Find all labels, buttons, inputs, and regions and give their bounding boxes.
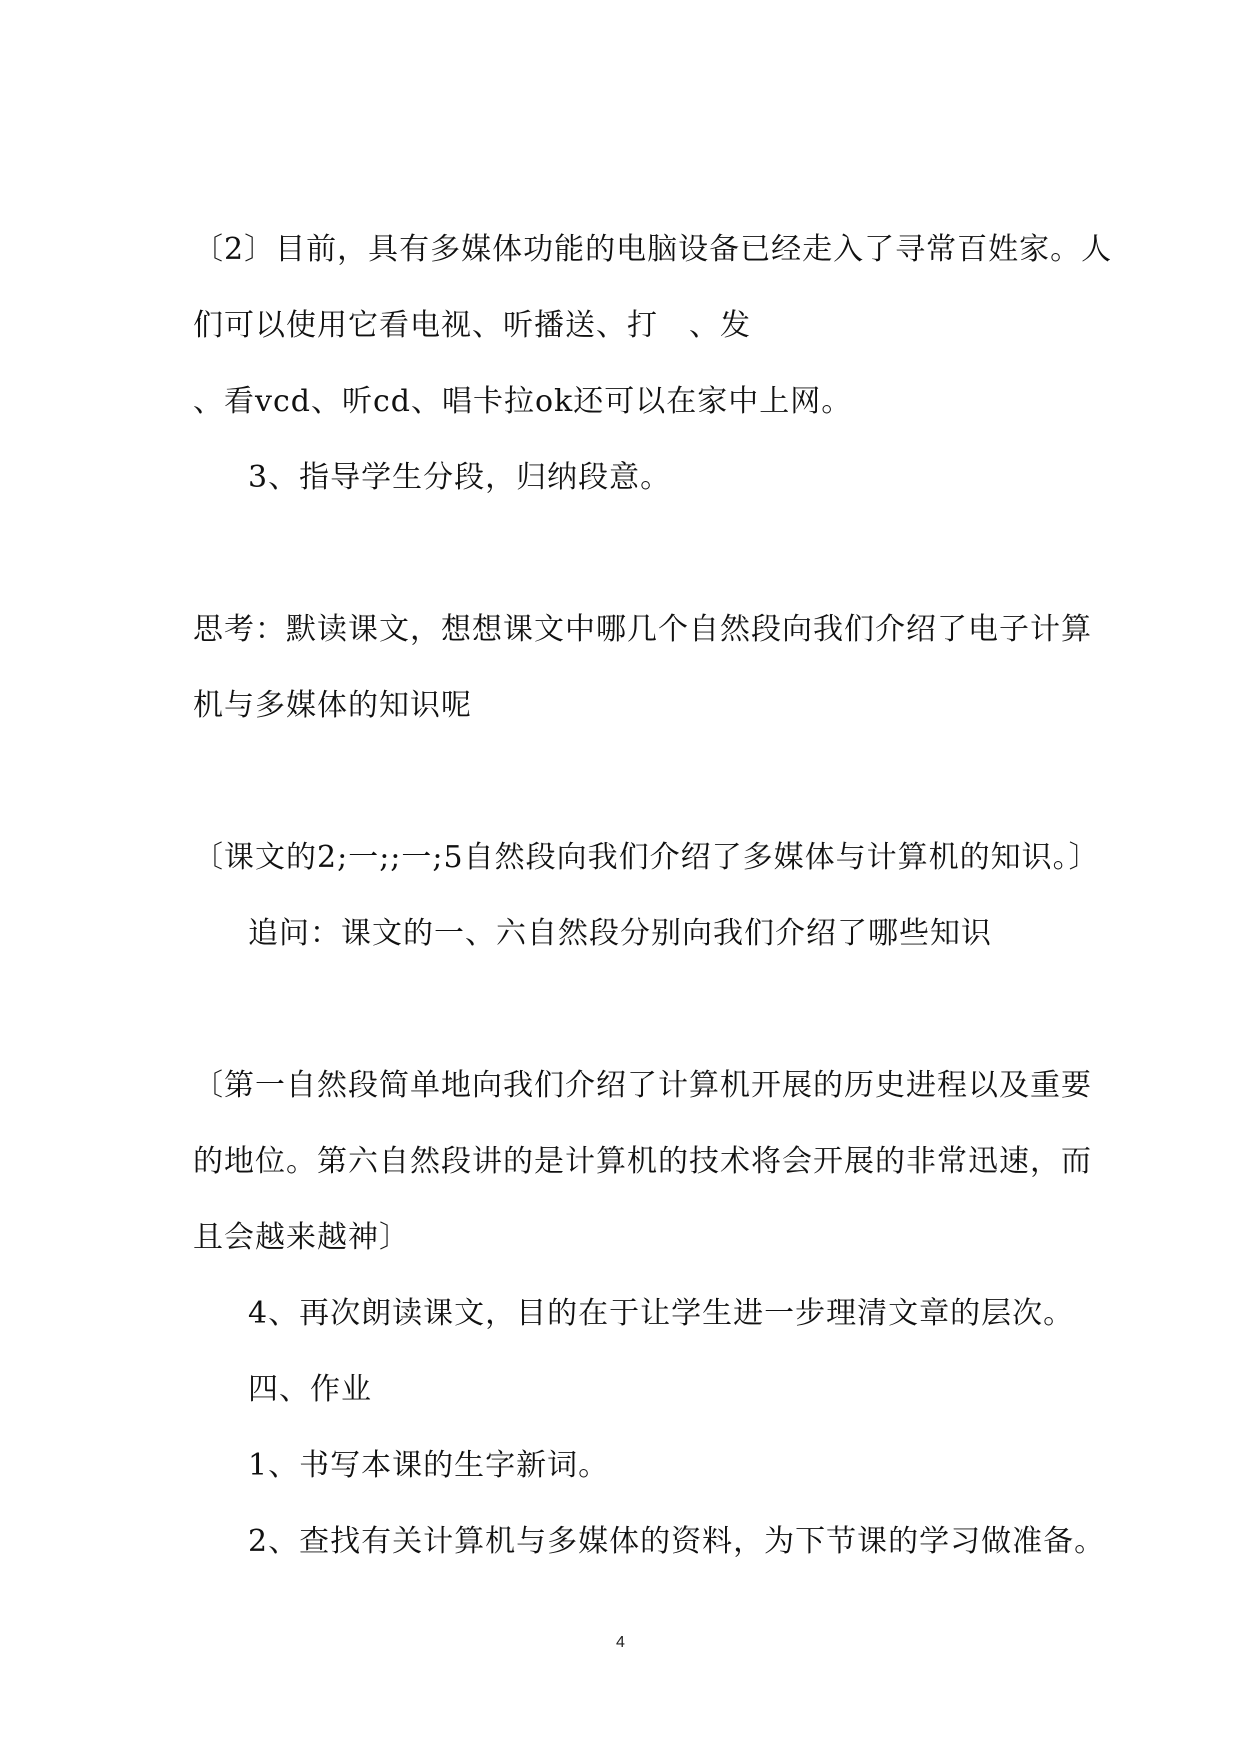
paragraph-line: 〔2〕目前，具有多媒体功能的电脑设备已经走入了寻常百姓家。人 — [193, 232, 1113, 267]
paragraph-line: 〔第一自然段简单地向我们介绍了计算机开展的历史进程以及重要 — [193, 1068, 1092, 1103]
paragraph-line: 们可以使用它看电视、听播送、打 、发 — [193, 308, 751, 343]
paragraph-line: 4、再次朗读课文，目的在于让学生进一步理清文章的层次。 — [248, 1296, 1075, 1331]
paragraph-line: 2、查找有关计算机与多媒体的资料，为下节课的学习做准备。 — [248, 1524, 1106, 1559]
paragraph-line: 的地位。第六自然段讲的是计算机的技术将会开展的非常迅速，而 — [193, 1144, 1092, 1179]
section-heading: 四、作业 — [248, 1372, 372, 1407]
paragraph-line: 〔课文的2;一;;一;5自然段向我们介绍了多媒体与计算机的知识。〕 — [193, 840, 1100, 875]
paragraph-line: 思考：默读课文，想想课文中哪几个自然段向我们介绍了电子计算 — [193, 612, 1092, 647]
paragraph-line: 追问：课文的一、六自然段分别向我们介绍了哪些知识 — [248, 916, 992, 951]
page-number: 4 — [616, 1634, 625, 1651]
paragraph-line: 3、指导学生分段，归纳段意。 — [248, 460, 672, 495]
paragraph-line: 机与多媒体的知识呢 — [193, 688, 472, 723]
paragraph-line: 1、书写本课的生字新词。 — [248, 1448, 610, 1483]
paragraph-line: 且会越来越神〕 — [193, 1220, 410, 1255]
paragraph-line: 、看vcd、听cd、唱卡拉ok还可以在家中上网。 — [193, 384, 853, 419]
